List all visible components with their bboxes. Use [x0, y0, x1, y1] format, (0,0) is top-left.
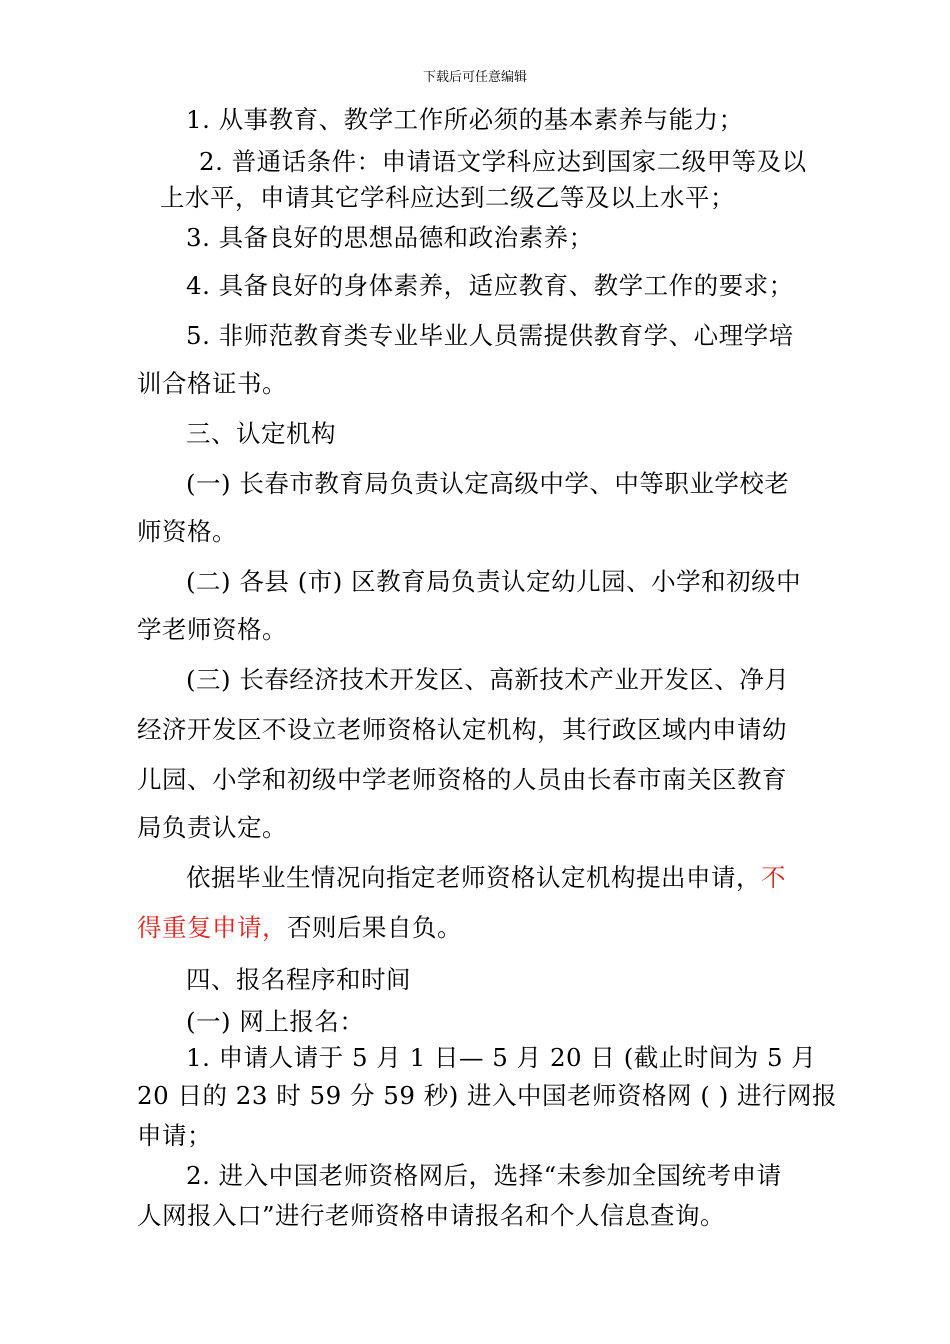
clause-2-line-1: (二) 各县 (市) 区教育局负责认定幼儿园、小学和初级中	[186, 567, 802, 596]
note-line-1	[186, 854, 876, 902]
item-2-line-1: 2. 普通话条件：申请语文学科应达到国家二级甲等及以	[199, 147, 807, 176]
note-text: 依据毕业生情况向指定老师资格认定机构提出申请，	[186, 863, 761, 892]
item-5-line-1: 5. 非师范教育类专业毕业人员需提供教育学、心理学培	[186, 321, 794, 350]
clause-1-line-1: (一) 长春市教育局负责认定高级中学、中等职业学校老	[186, 469, 790, 498]
item-1: 1. 从事教育、教学工作所必须的基本素养与能力；	[186, 105, 744, 134]
online-registration-heading: (一) 网上报名：	[186, 1007, 365, 1036]
online-step-2-line-1: 2. 进入中国老师资格网后，选择“未参加全国统考申请	[186, 1161, 782, 1190]
online-step-2-line-2: 人网报入口”进行老师资格申请报名和个人信息查询。	[137, 1201, 726, 1230]
online-step-1-line-2: 20 日的 23 时 59 分 59 秒) 进入中国老师资格网 ( ) 进行网报	[137, 1081, 838, 1110]
clause-3-line-2: 经济开发区不设立老师资格认定机构，其行政区域内申请幼	[137, 715, 787, 744]
note-text: 否则后果自负。	[287, 913, 462, 942]
section-3-heading: 三、认定机构	[186, 419, 336, 448]
clause-3-line-1: (三) 长春经济技术开发区、高新技术产业开发区、净月	[186, 665, 790, 694]
item-4: 4. 具备良好的身体素养，适应教育、教学工作的要求；	[186, 271, 794, 300]
clause-1-line-2: 师资格。	[137, 517, 237, 546]
online-step-1-line-1: 1. 申请人请于 5 月 1 日— 5 月 20 日 (截止时间为 5 月	[186, 1043, 817, 1072]
note-line-2	[137, 904, 827, 952]
page-header: 下载后可任意编辑	[422, 70, 527, 85]
item-3: 3. 具备良好的思想品德和政治素养；	[186, 223, 594, 252]
clause-3-line-4: 局负责认定。	[137, 813, 287, 842]
note-warning: 得重复申请，	[137, 913, 287, 942]
clause-3-line-3: 儿园、小学和初级中学老师资格的人员由长春市南关区教育	[137, 765, 787, 794]
clause-2-line-2: 学老师资格。	[137, 615, 287, 644]
online-step-1-line-3: 申请；	[137, 1121, 212, 1150]
section-4-heading: 四、报名程序和时间	[186, 965, 411, 994]
note-warning: 不	[761, 863, 786, 892]
item-5-line-2: 训合格证书。	[137, 369, 287, 398]
item-2-line-2: 上水平，申请其它学科应达到二级乙等及以上水平；	[160, 183, 735, 212]
